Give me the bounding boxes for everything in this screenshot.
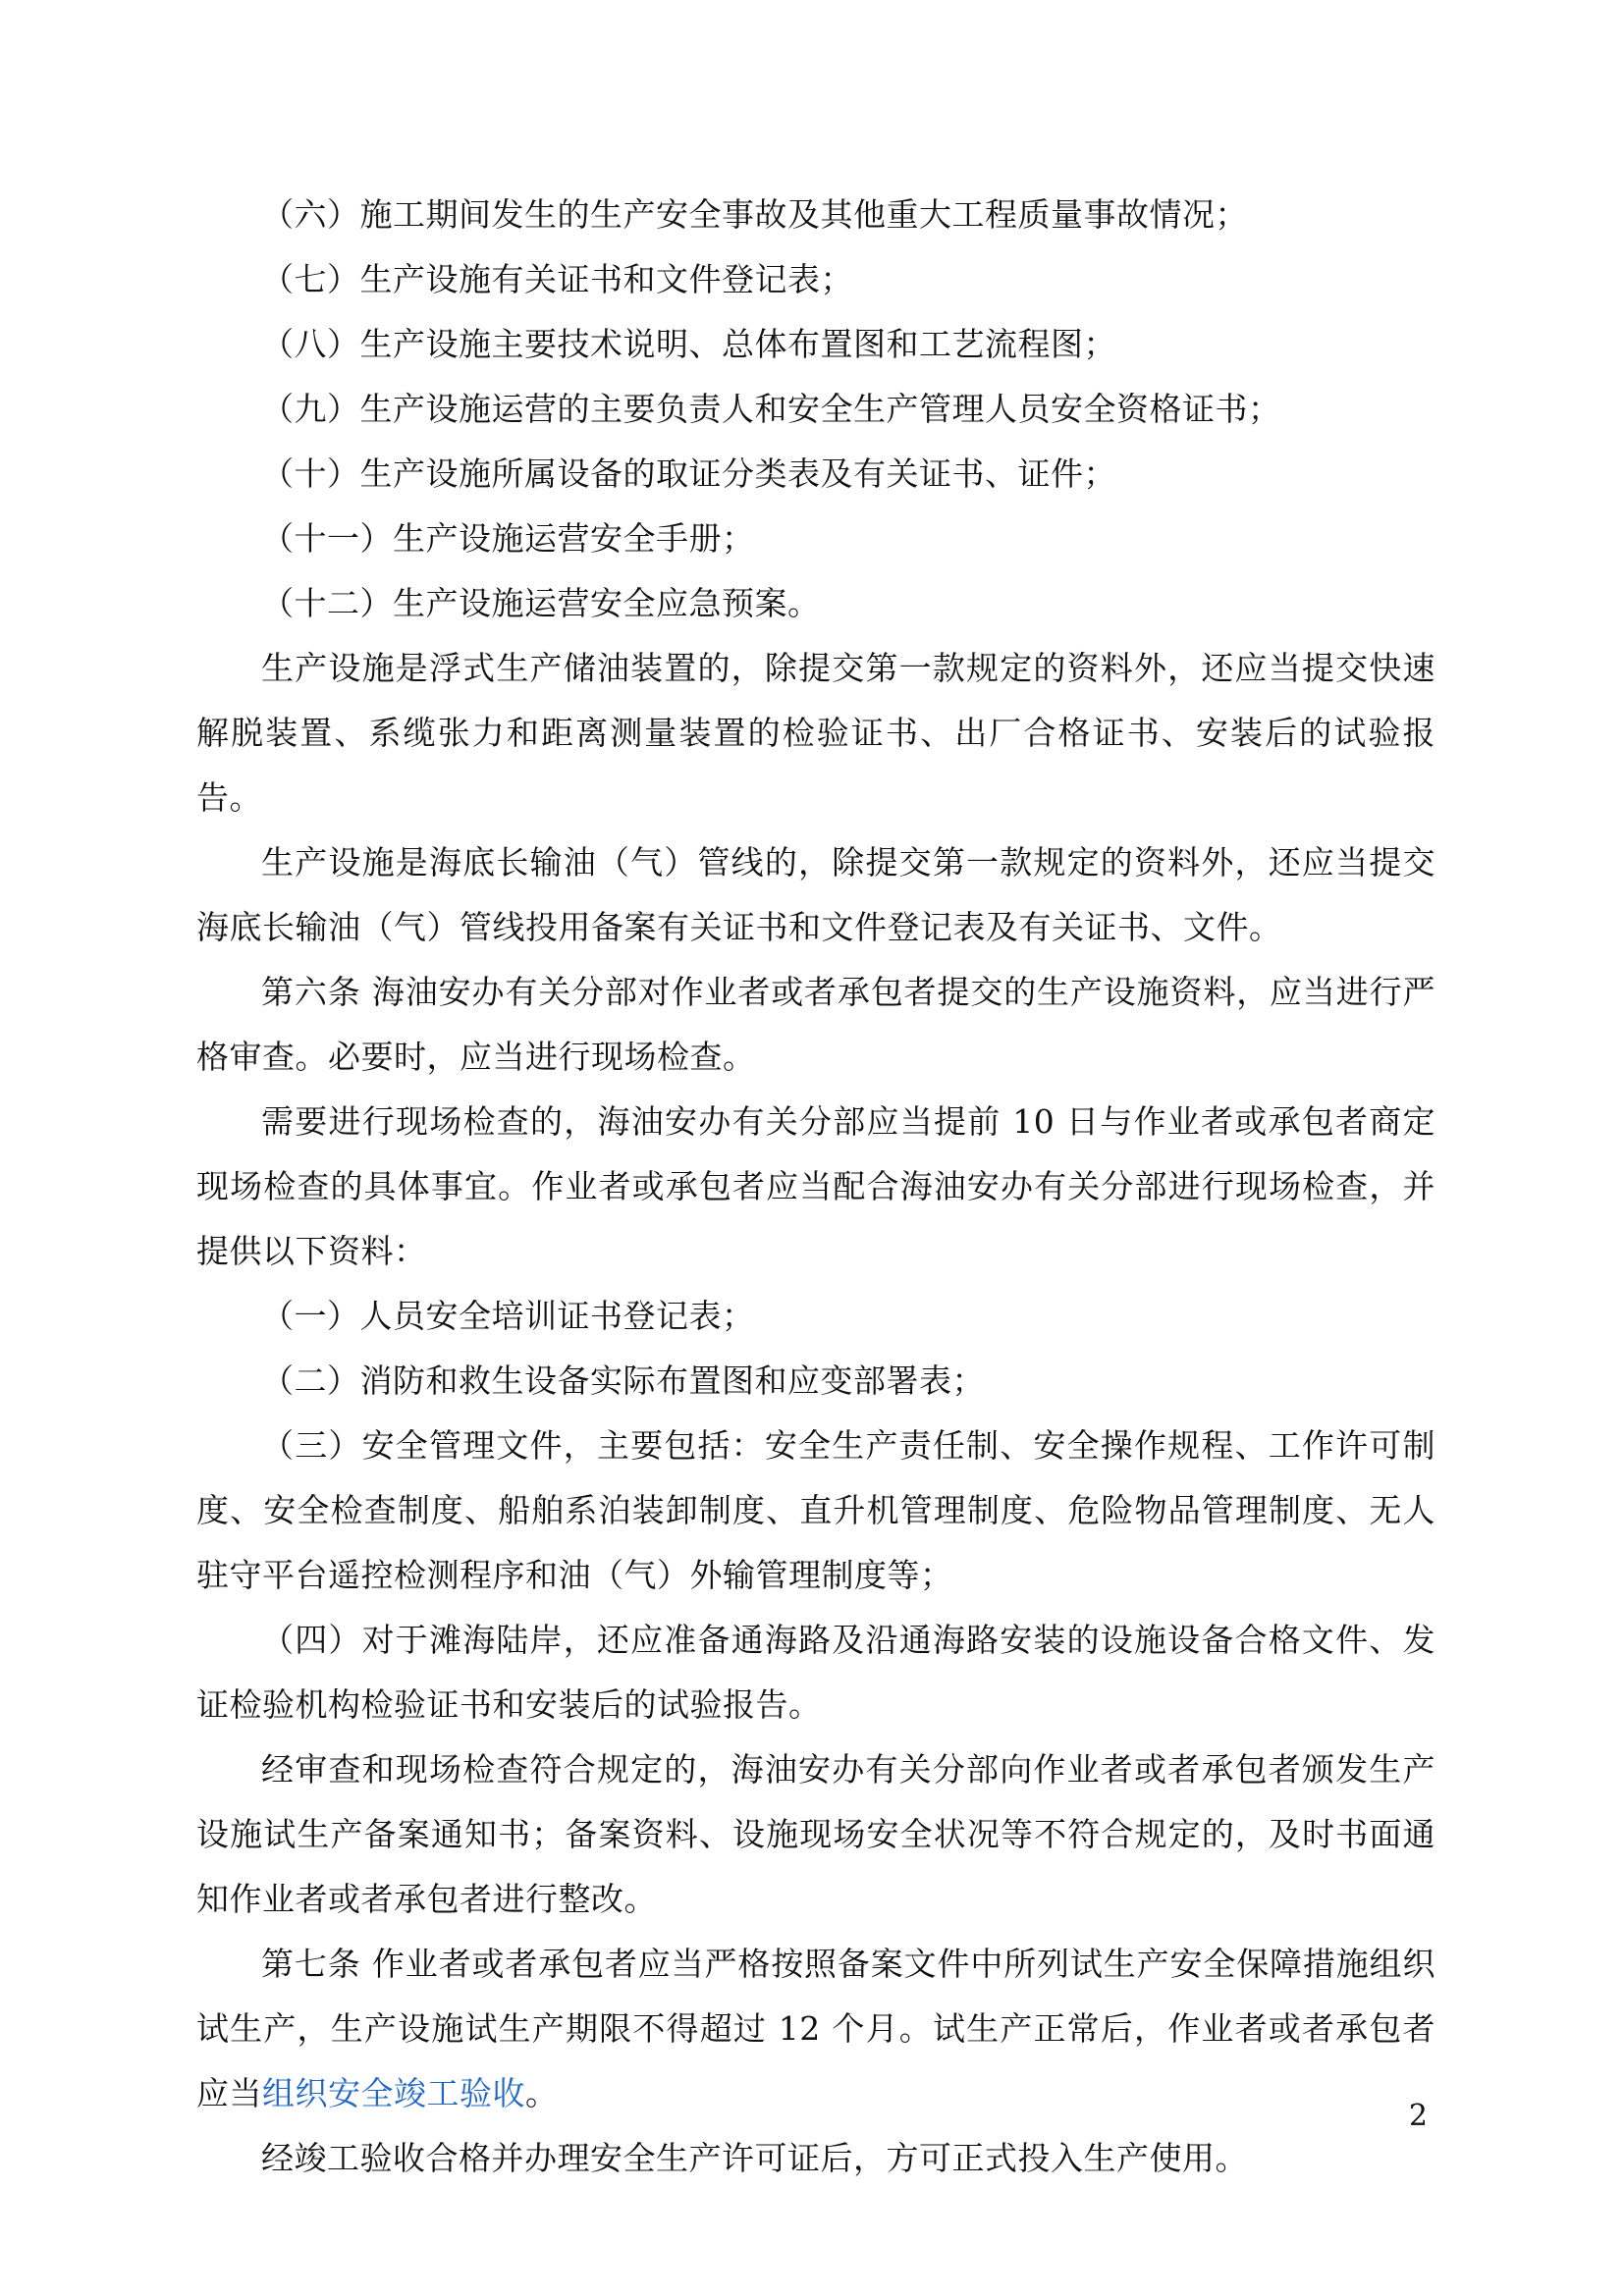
paragraph-formal-production: 经竣工验收合格并办理安全生产许可证后，方可正式投入生产使用。	[261, 2139, 1248, 2177]
list-item-nine: （九）生产设施运营的主要负责人和安全生产管理人员安全资格证书；	[261, 390, 1281, 428]
page-number: 2	[1408, 2099, 1428, 2133]
list-item-two: （二）消防和救生设备实际布置图和应变部署表；	[261, 1362, 985, 1400]
list-item-ten: （十）生产设施所属设备的取证分类表及有关证书、证件；	[261, 454, 1116, 493]
document-body	[196, 183, 1435, 2191]
list-item-seven: （七）生产设施有关证书和文件登记表；	[261, 260, 853, 298]
list-item-twelve: （十二）生产设施运营安全应急预案。	[261, 584, 821, 622]
completion-acceptance-link[interactable]: 组织安全竣工验收	[262, 2074, 525, 2112]
article-seven-ending: 。	[525, 2074, 559, 2112]
paragraph-review-result: 经审查和现场检查符合规定的，海油安办有关分部向作业者或者承包者颁发生产设施试生产备案通知书；备案资料、设施现场安全状况等不符合规定的，及时书面通知作业者或者承包者进行整改。	[196, 1750, 1435, 1918]
list-item-four: （四）对于滩海陆岸，还应准备通海路及沿通海路安装的设施设备合格文件、发证检验机构检验证书和安装后的试验报告。	[196, 1621, 1435, 1724]
article-seven-text: 第七条 作业者或者承包者应当严格按照备案文件中所列试生产安全保障措施组织试生产，生产设施试生产期限不得超过 12 个月。试生产正常后，作业者或者承包者应当	[196, 1945, 1435, 2112]
list-item-eleven: （十一）生产设施运营安全手册；	[261, 519, 755, 558]
article-six: 第六条 海油安办有关分部对作业者或者承包者提交的生产设施资料，应当进行严格审查。必要时，应当进行现场检查。	[196, 973, 1435, 1076]
paragraph-site-inspection: 需要进行现场检查的，海油安办有关分部应当提前 10 日与作业者或承包者商定现场检查的具体事宜。作业者或承包者应当配合海油安办有关分部进行现场检查，并提供以下资料：	[196, 1102, 1435, 1270]
list-item-three: （三）安全管理文件，主要包括：安全生产责任制、安全操作规程、工作许可制度、安全检查制度、船舶系泊装卸制度、直升机管理制度、危险物品管理制度、无人驻守平台遥控检测程序和油（气）外输管理制度等；	[196, 1426, 1435, 1594]
paragraph-pipeline-requirements: 生产设施是海底长输油（气）管线的，除提交第一款规定的资料外，还应当提交海底长输油（气）管线投用备案有关证书和文件登记表及有关证书、文件。	[196, 843, 1435, 946]
article-seven	[196, 1932, 1435, 2126]
list-item-eight: （八）生产设施主要技术说明、总体布置图和工艺流程图；	[261, 325, 1116, 363]
list-item-one: （一）人员安全培训证书登记表；	[261, 1297, 755, 1335]
list-item-six: （六）施工期间发生的生产安全事故及其他重大工程质量事故情况；	[261, 195, 1248, 234]
paragraph-fpso-requirements: 生产设施是浮式生产储油装置的，除提交第一款规定的资料外，还应当提交快速解脱装置、系缆张力和距离测量装置的检验证书、出厂合格证书、安装后的试验报告。	[196, 649, 1435, 817]
